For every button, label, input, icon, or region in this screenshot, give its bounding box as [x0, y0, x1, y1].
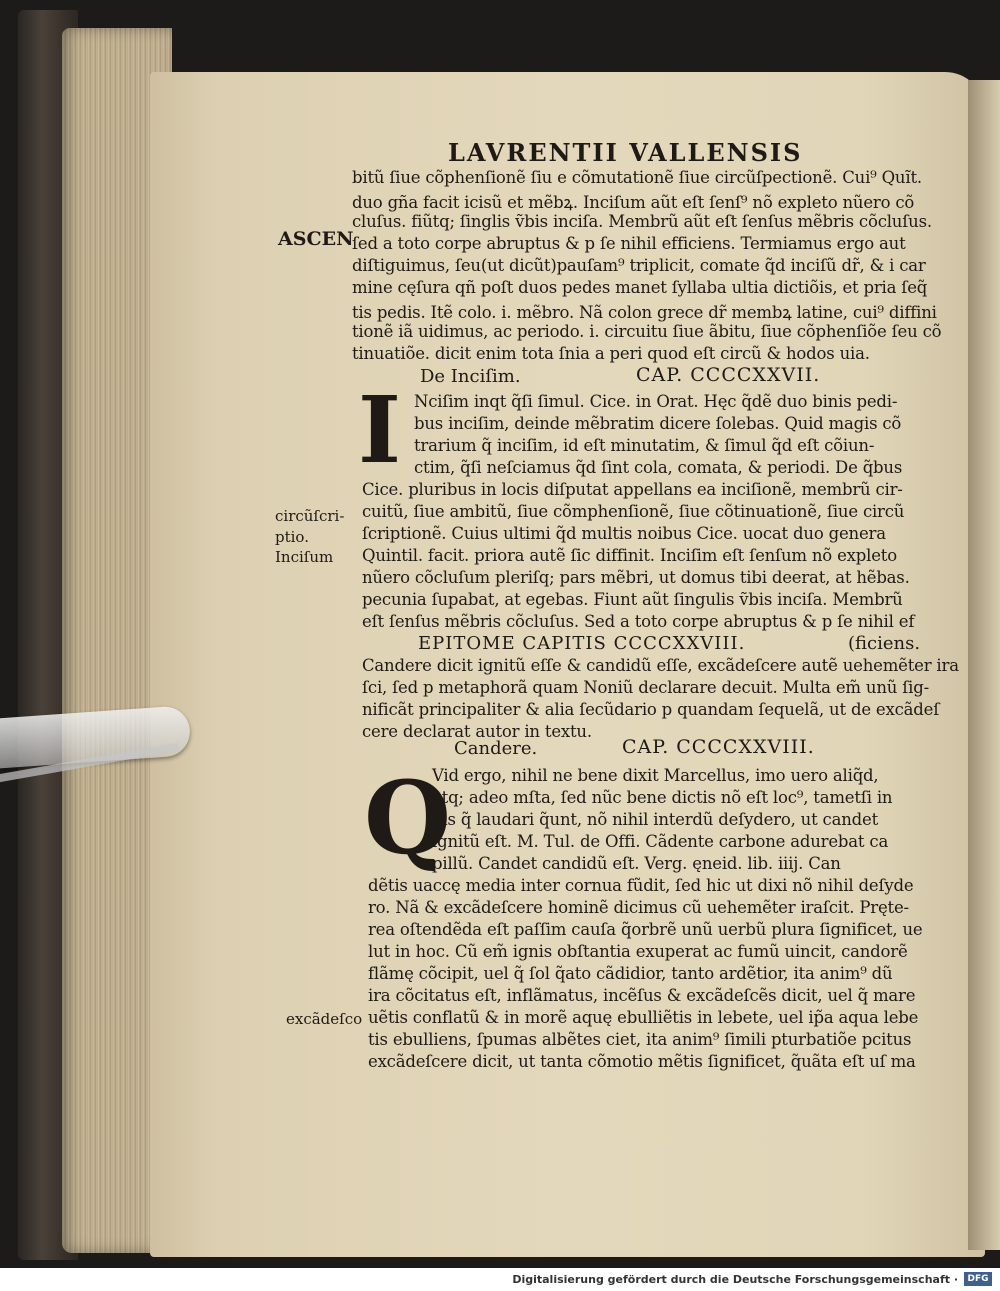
text-line: trarium q̃ inciſim, id eſt minutatim, & ſimul q̃d eſt cõiun-: [414, 436, 875, 455]
funding-credit: Digitalisierung gefördert durch die Deutsche Forschungsgemeinschaft ·: [512, 1273, 958, 1286]
text-line: cluſus. fiũtq; ſinglis ṽbis inciſa. Membrũ aũt eſt ſenſus mẽbris cõcluſus.: [352, 212, 932, 231]
text-line: pecunia ſupabat, at egebas. Fiunt aũt ſingulis ṽbis inciſa. Membrũ: [362, 590, 903, 609]
text-line: dẽtis uaccę media inter cornua fũdit, ſed hic ut dixi nõ nihil deſyde: [368, 876, 914, 895]
text-line: ſcriptionẽ. Cuius ultimi q̃d multis noibus Cice. uocat duo genera: [362, 524, 886, 543]
chapter-number: CAP. CCCCXXVII.: [636, 364, 821, 386]
dfg-logo: DFG: [964, 1272, 992, 1286]
text-line: eſt ſenſus mẽbris cõcluſus. Sed a toto corpe abruptus & p ſe nihil ef: [362, 612, 915, 631]
margin-note-excandesco: excãdeſco: [286, 1010, 363, 1028]
running-title: LAVRENTII VALLENSIS: [448, 138, 803, 167]
epitome-title: EPITOME CAPITIS CCCCXXVIII.: [418, 633, 746, 654]
text-line: ctim, q̃ſi neſciamus q̃d ſint cola, comata, & periodi. De q̃bus: [414, 458, 903, 477]
text-line: tionẽ iã uidimus, ac periodo. i. circuitu ſiue ãbitu, ſiue cõphenſiõe ſeu cõ: [352, 322, 942, 341]
margin-note-incisum: Inciſum: [275, 548, 334, 566]
text-line: diſtiguimus, ſeu(ut dicũt)pauſam⁹ triplicit, comate q̃d inciſũ dr̃, & i car: [352, 256, 926, 275]
text-line: bitũ ſiue cõphenſionẽ ſiu e cõmutationẽ ſiue circũſpectionẽ. Cui⁹ Quĩt.: [352, 168, 922, 187]
text-line: ſci, ſed p metaphorã quam Noniũ declarare decuit. Multa em̃ unũ ſig-: [362, 678, 929, 697]
text-line: tis pedis. Itẽ colo. i. mẽbro. Nã colon grece dr̃ membꝝ latine, cui⁹ diffini: [352, 303, 937, 322]
text-line: mine cęſura qñ poſt duos pedes manet ſyllaba ultia dictiõis, et pria ſeq̃: [352, 278, 928, 297]
drop-cap-initial: I: [358, 376, 402, 484]
text-line: Nciſim inqt q̃ſi ſimul. Cice. in Orat. Hęc q̃dẽ duo binis pedi-: [414, 392, 898, 411]
text-line: uẽtis conflatũ & in morẽ aquę ebulliẽtis in lebete, uel ip̃a aqua lebe: [368, 1008, 919, 1027]
chapter-number: CAP. CCCCXXVIII.: [622, 736, 815, 758]
section-heading: Candere.: [454, 738, 538, 759]
text-line: ira cõcitatus eſt, inflãmatus, incẽſus & excãdeſcẽs dicit, uel q̃ mare: [368, 986, 916, 1005]
text-line: duo gña facit icisũ et mẽbꝝ. Inciſum aũt eſt ſenſ⁹ nõ expleto nũero cõ: [352, 193, 915, 212]
text-line: atq; adeo mſta, ſed nũc bene dictis nõ eſt loc⁹, tametſi in: [432, 788, 893, 807]
drop-cap-initial: Q: [364, 759, 452, 877]
margin-note-circuscriptio: circũſcri-: [275, 507, 345, 525]
text-line: tis ebulliens, ſpumas albẽtes ciet, ita anim⁹ ſimili pturbatiõe pcitus: [368, 1030, 912, 1049]
text-line: flãmę cõcipit, uel q̃ ſol q̃ato cãdidior, tanto ardẽtior, ita anim⁹ dũ: [368, 964, 893, 983]
text-line: nũero cõcluſum pleriſq; pars mẽbri, ut domus tibi deerat, at hẽbas.: [362, 568, 910, 587]
text-line: pillũ. Candet candidũ eſt. Verg. ęneid. lib. iiij. Can: [432, 854, 841, 873]
text-line: bus inciſim, deinde mẽbratim dicere ſolebas. Quid magis cõ: [414, 414, 902, 433]
footer-bar: [0, 1268, 1000, 1291]
text-line: ſed a toto corpe abruptus & p ſe nihil efficiens. Termiamus ergo aut: [352, 234, 906, 253]
text-line: rea oſtendẽda eſt paſſim cauſa q̃orbrẽ unũ uerbũ plura ſignificet, ue: [368, 920, 923, 939]
epitome-tail: (ficiens.: [848, 633, 921, 654]
text-line: Quintil. facit. priora autẽ ſic diffinit. Inciſim eſt ſenſum nõ expleto: [362, 546, 897, 565]
text-line: cuitũ, ſiue ambitũ, ſiue cõmphenſionẽ, ſiue cõtinuationẽ, ſiue circũ: [362, 502, 905, 521]
text-line: his q̃ laudari q̃unt, nõ nihil interdũ deſydero, ut candet: [432, 810, 879, 829]
text-line: lut in hoc. Cũ em̃ ignis obſtantia exuperat ac fumũ uincit, candorẽ: [368, 942, 908, 961]
section-heading: De Inciſim.: [420, 366, 521, 387]
text-line: Vid ergo, nihil ne bene dixit Marcellus, imo uero aliq̃d,: [432, 766, 879, 785]
text-line: Cice. pluribus in locis diſputat appellans ea inciſionẽ, membrũ cir-: [362, 480, 903, 499]
margin-note-ascen: ASCEN: [278, 228, 354, 250]
text-line: tinuatiõe. dicit enim tota ſnia a peri quod eſt circũ & hodos uia.: [352, 344, 870, 363]
text-line: ignitũ eſt. M. Tul. de Offi. Cãdente carbone adurebat ca: [432, 832, 889, 851]
text-line: ro. Nã & excãdeſcere hominẽ dicimus cũ uehemẽter iraſcit. Pręte-: [368, 898, 909, 917]
text-line: nificãt principaliter & alia ſecũdario p quandam ſequelã, ut de excãdeſ: [362, 700, 940, 719]
text-line: excãdeſcere dicit, ut tanta cõmotio mẽtis ſignificet, q̃uãta eſt uſ ma: [368, 1052, 916, 1071]
facing-page-edge: [968, 80, 1000, 1250]
margin-note-circuscriptio-2: ptio.: [275, 528, 309, 546]
text-line: Candere dicit ignitũ eſſe & candidũ eſſe, excãdeſcere autẽ uehemẽter ira: [362, 656, 959, 675]
text-line: cere declarat autor in textu.: [362, 722, 592, 741]
